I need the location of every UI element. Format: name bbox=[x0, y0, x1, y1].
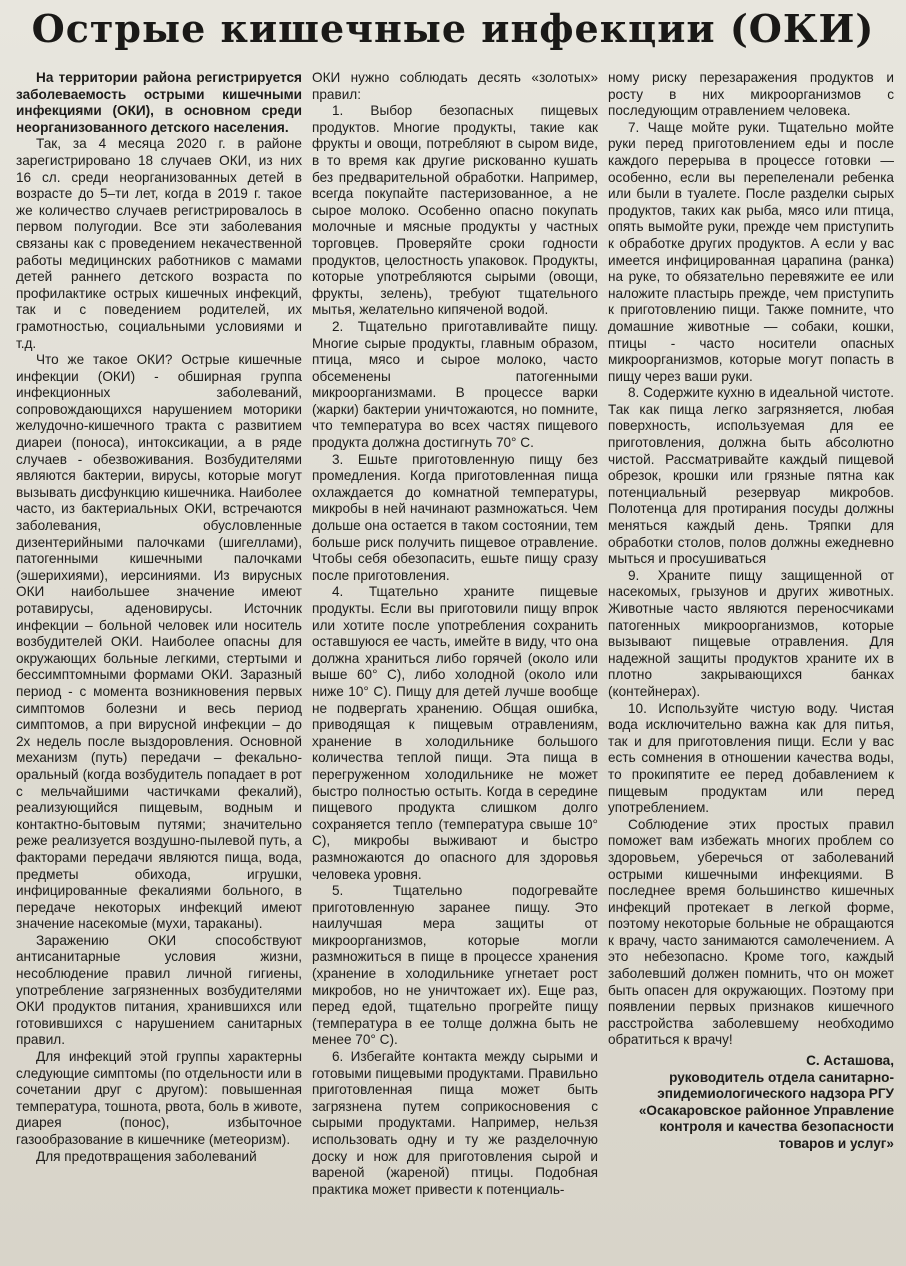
article-body bbox=[16, 70, 894, 1260]
rule-10: 10. Используйте чистую воду. Чистая вода исключительно важна как для питья, так и для приготовления пищи. Если у вас есть сомнения в отношении качества воды, то прокипятите ее перед добавлением к пищевым продуктам или перед употреблением. bbox=[608, 700, 894, 816]
rule-1: 1. Выбор безопасных пищевых продуктов. Многие продукты, такие как фрукты и овощи, потребляют в сыром виде, в то время как другие рискованно кушать без предварительной обработки. Например, всегда покупайте пастеризованное, а не сырое молоко. Особенно опасно покупать молочные и мясные продукты у частных торговцев. Проверяйте сроки годности продуктов, целостность упаковок. Продукты, которые употребляются сырыми (овощи, фрукты, зелень), требуют тщательного мытья, желательно кипяченой водой. bbox=[312, 103, 598, 318]
article-title: Острые кишечные инфекции (ОКИ) bbox=[31, 6, 875, 51]
paragraph: Для предотвращения заболеваний bbox=[36, 1148, 257, 1164]
rule-9: 9. Храните пищу защищенной от насекомых, грызунов и других животных. Животные часто являются переносчиками патогенных микроорганизмов, которые вызывают пищевые отравления. Для надежной защиты продуктов храните их в плотно закрывающихся банках (контейнерах). bbox=[608, 567, 894, 699]
column-2 bbox=[312, 70, 598, 1260]
paragraph: Так, за 4 месяца 2020 г. в районе зарегистрировано 18 случаев ОКИ, из них 16 сл. среди неорганизованных детей в возрасте до 5–ти лет, когда в 2019 г. такое же количество случаев регистрировалось в первом полугодии. Все эти заболевания связаны как с проведением некачественной работы медицинских работников с мамами детей раннего детского возраста по профилактике острых кишечных инфекций, так и с поведением родителей, их грамотностью, социальными условиями и т.д. bbox=[16, 136, 302, 351]
paragraph: Для инфекций этой группы характерны следующие симптомы (по отдельности или в сочетании друг с другом): повышенная температура, тошнота, рвота, боль в животе, диарея (понос), избыточное газообразование в кишечнике (метеоризм). bbox=[16, 1049, 302, 1147]
rule-3: 3. Ешьте приготовленную пищу без промедления. Когда приготовленная пища охлаждается до комнатной температуры, микробы в ней начинают размножаться. Чем дольше она остается в таком состоянии, тем больше риск получить пищевое отравление. Чтобы себя обезопасить, ешьте пищу сразу после приготовления. bbox=[312, 451, 598, 583]
paragraph: ОКИ нужно соблюдать десять «золотых» правил: bbox=[312, 70, 598, 102]
rule-8: 8. Содержите кухню в идеальной чистоте. Так как пища легко загрязняется, любая поверхность, используемая для ее приготовления, должна быть абсолютно чистой. Рассматривайте каждый пищевой обрезок, крошки или грязные пятна как потенциальный резервуар микробов. Полотенца для протирания посуды должны меняться каждый день. Тряпки для обработки столов, полов должны ежедневно мыться и просушиваться bbox=[608, 385, 894, 567]
paragraph: Заражению ОКИ способствуют антисанитарные условия жизни, несоблюдение правил личной гигиены, употребление загрязненных возбудителями ОКИ продуктов питания, хранившихся или готовившихся с нарушением санитарных правил. bbox=[16, 932, 302, 1048]
conclusion-paragraph: Соблюдение этих простых правил поможет вам избежать многих проблем со здоровьем, уберечься от заболеваний острыми кишечными инфекциями. В последнее время большинство кишечных инфекций протекает в легкой форме, поэтому некоторые больные не обращаются к врачу, часто занимаются самолечением. А это небезопасно. Кроме того, каждый заболевший должен помнить, что он может быть опасен для окружающих. Поэтому при появлении первых признаков кишечного расстройства заболевшему необходимо обратиться к врачу! bbox=[608, 816, 894, 1048]
author-name: С. Асташова, bbox=[806, 1053, 894, 1069]
author-title-line: контроля и качества безопасности bbox=[659, 1119, 894, 1135]
column-1 bbox=[16, 70, 302, 1260]
paragraph: ному риску перезаражения продуктов и росту в них микроорганизмов с последующим отравлением человека. bbox=[608, 70, 894, 119]
rule-4: 4. Тщательно храните пищевые продукты. Если вы приготовили пищу впрок или хотите после употребления сохранить оставшуюся ее часть, имейте в виду, что она должна храниться либо горячей (около или выше 60° С), либо холодной (около или ниже 10° С). Пищу для детей лучше вообще не подвергать хранению. Общая ошибка, приводящая к пищевым отравлениям, хранение в холодильнике большого количества теплой пищи. Эта пища в перегруженном холодильнике не может быстро полностью остыть. Когда в середине пищевого продукта слишком долго сохраняется тепло (температура свыше 10° С), микробы выживают и быстро размножаются до опасного для здоровья человека уровня. bbox=[312, 584, 598, 882]
author-title-line: «Осакаровское районное Управление bbox=[638, 1102, 894, 1118]
author-signature bbox=[608, 1053, 894, 1153]
author-title-line: товаров и услуг» bbox=[778, 1136, 894, 1151]
rule-2: 2. Тщательно приготавливайте пищу. Многие сырые продукты, главным образом, птица, мясо и сырое молоко, часто обсеменены патогенными микроорганизмами. В процессе варки (жарки) бактерии уничтожаются, но помните, что температура во всех частях пищевого продукта должна достигнуть 70° С. bbox=[312, 318, 598, 451]
rule-6: 6. Избегайте контакта между сырыми и готовыми пищевыми продуктами. Правильно приготовленная пища может быть загрязнена путем соприкосновения с сырыми продуктами. Например, нельзя использовать одну и ту же разделочную доску и нож для приготовления сырой и вареной (жареной) птицы. Подобная практика может привести к потенциаль- bbox=[312, 1049, 598, 1197]
rule-7: 7. Чаще мойте руки. Тщательно мойте руки перед приготовлением еды и после каждого перерыва в процессе готовки — особенно, если вы перепеленали ребенка или были в туалете. После разделки сырых продуктов, таких как рыба, мясо или птица, опять вымойте руки, прежде чем приступить к обработке других продуктов. А если у вас имеется инфицированная царапина (ранка) на руке, то обязательно перевяжите ее или наложите пластырь прежде, чем приступить к приготовлению пищи. Также помните, что домашние животные — собаки, кошки, птицы - часто носители опасных микроорганизмов, которые могут попасть в пищу через ваши руки. bbox=[608, 119, 894, 384]
author-title-line: руководитель отдела санитарно- bbox=[669, 1069, 894, 1085]
lead-paragraph: На территории района регистрируется заболеваемость острыми кишечными инфекциями (ОКИ), в основном среди неорганизованного детского населения. bbox=[16, 70, 302, 135]
author-title-line: эпидемиологического надзора РГУ bbox=[657, 1086, 894, 1102]
column-3 bbox=[608, 70, 894, 1260]
rule-5: 5. Тщательно подогревайте приготовленную заранее пищу. Это наилучшая мера защиты от микроорганизмов, которые могли размножиться в пище в процессе хранения (хранение в холодильнике угнетает рост микробов, но не уничтожает их). Еще раз, перед едой, тщательно прогрейте пищу (температура в ее толще должна быть не менее 70° С). bbox=[312, 883, 598, 1048]
paragraph: Что же такое ОКИ? Острые кишечные инфекции (ОКИ) - обширная группа инфекционных заболеваний, сопровождающихся нарушением моторики желудочно-кишечного тракта с развитием диареи (поноса), интоксикации, а в ряде случаев - обезвоживания. Возбудителями являются бактерии, вирусы, которые могут вызывать дисфункцию кишечника. Наиболее часто, из бактериальных ОКИ, встречаются заболевания, обусловленные дизентерийными палочками (шигеллами), патогенными кишечными палочками (эшерихиями), иерсиниями. Из вирусных ОКИ наибольшее значение имеют ротавирусы, аденовирусы. Источник инфекции – больной человек или носитель возбудителей ОКИ. Наиболее опасны для окружающих больные легкими, стертыми и бессимптомными формами ОКИ. Заразный период - с момента возникновения первых симптомов болезни и весь период симптомов, а при вирусной инфекции – до 2х недель после выздоровления. Основной механизм (путь) передачи – фекально-оральный (когда возбудитель попадает в рот с мельчайшими частичками фекалий), реализующийся пищевым, водным и контактно-бытовым путями; значительно реже реализуется воздушно-пылевой путь, а факторами передачи являются пища, вода, предметы обихода, игрушки, инфицированные фекалиями больного, в передаче некоторых инфекций имеют значение насекомые (мухи, тараканы). bbox=[16, 352, 302, 932]
